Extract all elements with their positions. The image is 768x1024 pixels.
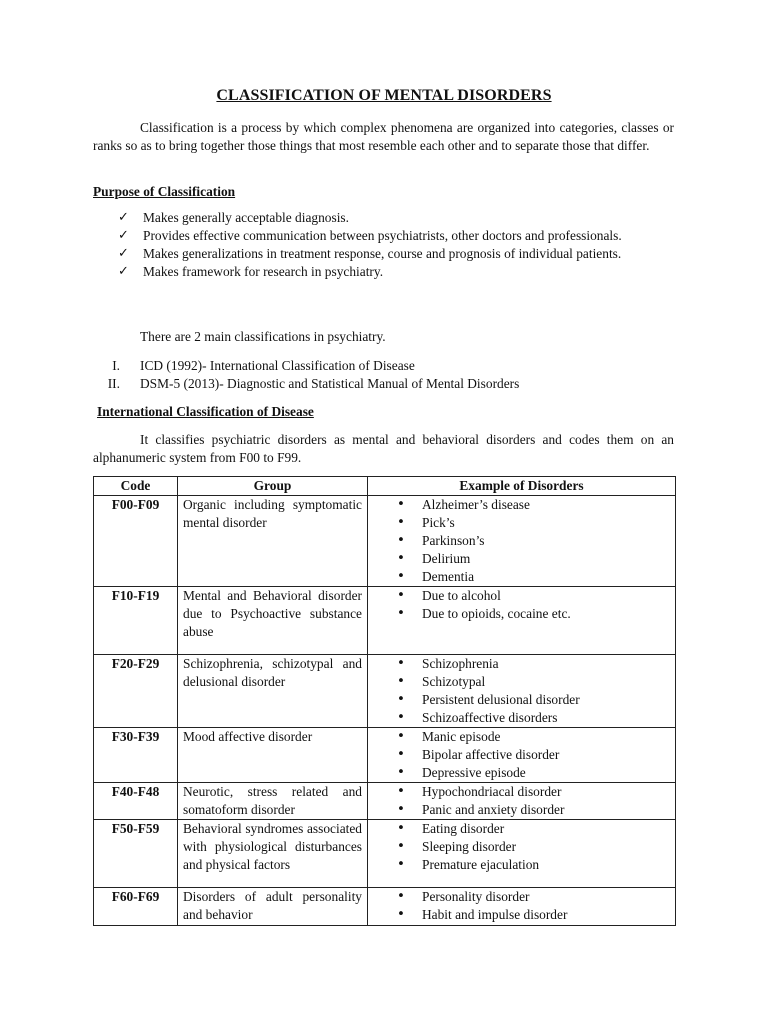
intro-paragraph: Classification is a process by which complex phenomena are organized into categories, classes or ranks so as to bring together those things that most resemble each other and to separate those that differ. (93, 120, 674, 153)
example-item: • Alzheimer’s disease (397, 496, 670, 514)
table-row (94, 587, 676, 655)
purpose-heading: Purpose of Classification (93, 184, 236, 199)
classification-text: ICD (1992)- International Classification of Disease (140, 358, 415, 373)
table-row (94, 820, 676, 888)
checkmark-icon: ✓ (118, 246, 129, 261)
example-item: • Depressive episode (397, 764, 670, 782)
icd-paragraph: It classifies psychiatric disorders as mental and behavioral disorders and codes them on an alphanumeric system from F00 to F99. (93, 432, 674, 465)
code-cell: F40-F48 (94, 783, 178, 820)
header-examples: Example of Disorders (368, 477, 676, 496)
classification-table (93, 476, 676, 926)
example-item: • Premature ejaculation (397, 856, 670, 874)
purpose-item (118, 209, 674, 227)
example-item: • Personality disorder (397, 888, 670, 906)
group-cell: Neurotic, stress related and somatoform disorder (178, 783, 368, 820)
table-row (94, 655, 676, 728)
example-item: • Pick’s (397, 514, 670, 532)
group-cell: Schizophrenia, schizotypal and delusional disorder (178, 655, 368, 728)
example-item: • Hypochondriacal disorder (397, 783, 670, 801)
examples-cell (368, 496, 676, 587)
purpose-item (118, 263, 674, 281)
example-item: • Bipolar affective disorder (397, 746, 670, 764)
icd-heading: International Classification of Disease (97, 404, 314, 419)
classification-list (98, 357, 674, 393)
header-code: Code (94, 477, 178, 496)
example-item: • Schizotypal (397, 673, 670, 691)
checkmark-icon: ✓ (118, 264, 129, 279)
example-item: • Panic and anxiety disorder (397, 801, 670, 819)
purpose-item (118, 227, 674, 245)
code-cell: F30-F39 (94, 728, 178, 783)
table-row (94, 783, 676, 820)
example-item: • Schizophrenia (397, 655, 670, 673)
roman-numeral: I. (112, 358, 120, 373)
purpose-item-text: Makes framework for research in psychiatry. (143, 264, 384, 279)
example-item: • Persistent delusional disorder (397, 691, 670, 709)
table-row (94, 496, 676, 587)
main-classifications-text: There are 2 main classifications in psychiatry. (140, 329, 386, 344)
classification-item (98, 357, 674, 375)
code-cell: F50-F59 (94, 820, 178, 888)
purpose-item (118, 245, 674, 263)
table-header-row (94, 477, 676, 496)
code-cell: F10-F19 (94, 587, 178, 655)
examples-cell (368, 820, 676, 888)
examples-cell (368, 888, 676, 926)
code-cell: F60-F69 (94, 888, 178, 926)
examples-cell (368, 587, 676, 655)
code-cell: F20-F29 (94, 655, 178, 728)
classification-item (98, 375, 674, 393)
example-item: • Due to alcohol (397, 587, 670, 605)
group-cell: Mental and Behavioral disorder due to Psychoactive substance abuse (178, 587, 368, 655)
roman-numeral: II. (107, 376, 120, 391)
table-row (94, 888, 676, 926)
purpose-item-text: Provides effective communication between psychiatrists, other doctors and professionals. (143, 228, 622, 243)
example-item: • Delirium (397, 550, 670, 568)
example-item: • Parkinson’s (397, 532, 670, 550)
checkmark-icon: ✓ (118, 228, 129, 243)
examples-cell (368, 655, 676, 728)
example-item: • Manic episode (397, 728, 670, 746)
table-row (94, 728, 676, 783)
classification-text: DSM-5 (2013)- Diagnostic and Statistical Manual of Mental Disorders (140, 376, 520, 391)
page-title: CLASSIFICATION OF MENTAL DISORDERS (216, 87, 552, 104)
checkmark-icon: ✓ (118, 210, 129, 225)
example-item: • Schizoaffective disorders (397, 709, 670, 727)
group-cell: Mood affective disorder (178, 728, 368, 783)
examples-cell (368, 783, 676, 820)
example-item: • Dementia (397, 568, 670, 586)
purpose-item-text: Makes generally acceptable diagnosis. (143, 210, 349, 225)
group-cell: Behavioral syndromes associated with physiological disturbances and physical factors (178, 820, 368, 888)
example-item: • Habit and impulse disorder (397, 906, 670, 924)
example-item: • Eating disorder (397, 820, 670, 838)
example-item: • Due to opioids, cocaine etc. (397, 605, 670, 623)
code-cell: F00-F09 (94, 496, 178, 587)
purpose-list (118, 209, 674, 281)
purpose-item-text: Makes generalizations in treatment response, course and prognosis of individual patients. (143, 246, 622, 261)
examples-cell (368, 728, 676, 783)
group-cell: Disorders of adult personality and behavior (178, 888, 368, 926)
header-group: Group (178, 477, 368, 496)
group-cell: Organic including symptomatic mental disorder (178, 496, 368, 587)
example-item: • Sleeping disorder (397, 838, 670, 856)
